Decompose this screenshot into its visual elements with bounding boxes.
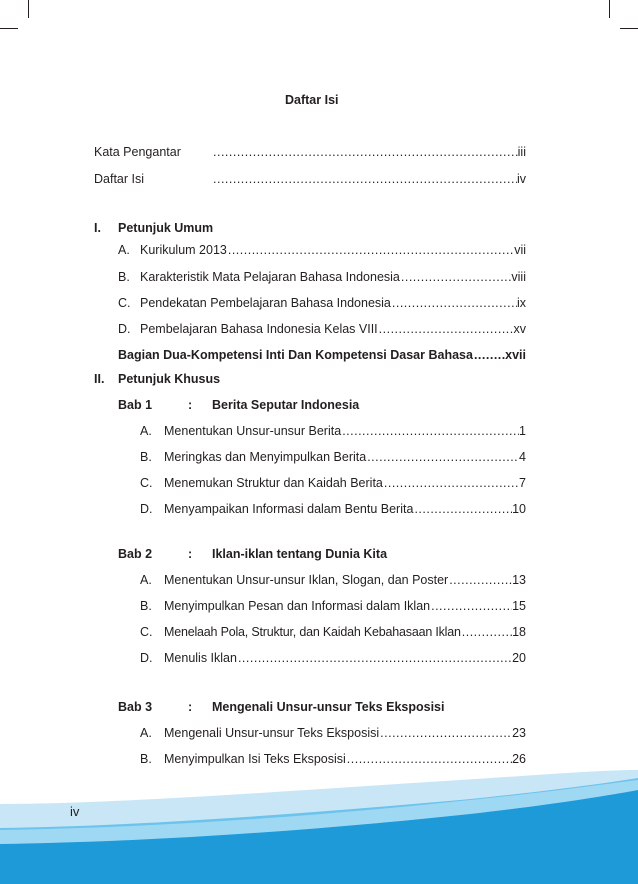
toc-page-number: iii	[517, 145, 526, 159]
toc-entry-label: Menentukan Unsur-unsur Iklan, Slogan, dan Poster	[164, 573, 449, 587]
item-letter: D.	[140, 651, 153, 665]
toc-entry[interactable]	[164, 651, 526, 666]
toc-page-number: iv	[516, 172, 526, 186]
footer-wave	[0, 770, 638, 884]
toc-page-number: 7	[519, 476, 526, 490]
toc-page-number: viii	[511, 270, 526, 284]
toc-entry[interactable]	[164, 502, 526, 517]
toc-entry[interactable]	[164, 752, 526, 767]
section-heading: Petunjuk Umum	[118, 221, 214, 235]
toc-entry[interactable]	[140, 296, 526, 311]
toc-page-number: 4	[519, 450, 526, 464]
toc-page-number: ix	[516, 296, 526, 310]
toc-entry[interactable]	[164, 599, 526, 614]
item-letter: C.	[140, 476, 153, 490]
toc-entry-label: Daftar Isi	[94, 172, 145, 186]
toc-page-number: 10	[512, 502, 526, 516]
leader-dots	[430, 599, 512, 614]
leader-dots	[448, 573, 512, 588]
toc-entry[interactable]	[164, 476, 526, 491]
leader-dots	[237, 651, 512, 666]
leader-dots	[346, 752, 512, 767]
toc-page-number: 26	[512, 752, 526, 766]
leader-dots	[212, 145, 518, 160]
toc-page-number: 13	[512, 573, 526, 587]
toc-entry[interactable]	[140, 322, 526, 337]
item-letter: C.	[118, 296, 131, 310]
section-heading: Petunjuk Khusus	[118, 372, 221, 386]
crop-mark	[0, 28, 18, 29]
leader-dots	[413, 502, 512, 517]
leader-dots	[227, 243, 514, 258]
toc-entry[interactable]	[140, 270, 526, 285]
toc-entry[interactable]	[164, 450, 526, 465]
leader-dots	[378, 322, 514, 337]
item-letter: B.	[140, 450, 152, 464]
item-letter: C.	[140, 625, 153, 639]
toc-entry[interactable]	[212, 145, 526, 160]
item-letter: A.	[140, 573, 152, 587]
section-numeral: II.	[94, 372, 105, 386]
chapter-title: Berita Seputar Indonesia	[212, 398, 360, 412]
toc-entry[interactable]	[164, 424, 526, 439]
toc-entry[interactable]	[212, 172, 526, 187]
toc-entry[interactable]	[140, 243, 526, 258]
toc-entry-label: Menulis Iklan	[164, 651, 237, 665]
chapter-title: Mengenali Unsur-unsur Teks Eksposisi	[212, 700, 445, 714]
toc-page-number: xv	[513, 322, 526, 336]
crop-mark	[609, 0, 610, 18]
toc-entry-label: Kata Pengantar	[94, 145, 181, 159]
chapter-label: Bab 2	[118, 547, 153, 561]
toc-entry-label: Karakteristik Mata Pelajaran Bahasa Indonesia	[140, 270, 400, 284]
crop-mark	[620, 28, 638, 29]
toc-entry[interactable]	[164, 726, 526, 741]
toc-page-number: 18	[512, 625, 526, 639]
chapter-title: Iklan-iklan tentang Dunia Kita	[212, 547, 388, 561]
leader-dots	[212, 172, 517, 187]
section-numeral: I.	[94, 221, 101, 235]
item-letter: D.	[118, 322, 131, 336]
item-letter: A.	[118, 243, 130, 257]
item-letter: A.	[140, 726, 152, 740]
page-number: iv	[70, 804, 80, 819]
toc-page-number: vii	[514, 243, 526, 257]
chapter-separator: :	[188, 700, 193, 714]
toc-entry-label: Menyimpulkan Isi Teks Eksposisi	[164, 752, 346, 766]
toc-entry-label: Bagian Dua-Kompetensi Inti Dan Kompetensi Dasar Bahasa	[118, 348, 473, 362]
toc-entry-label: Menyimpulkan Pesan dan Informasi dalam Iklan	[164, 599, 431, 613]
item-letter: D.	[140, 502, 153, 516]
leader-dots	[461, 625, 512, 640]
toc-page-number: xvii	[505, 348, 526, 362]
toc-entry-label: Kurikulum 2013	[140, 243, 227, 257]
toc-entry-label: Menelaah Pola, Struktur, dan Kaidah Kebahasaan Iklan	[164, 625, 461, 639]
toc-entry-label: Menentukan Unsur-unsur Berita	[164, 424, 342, 438]
toc-entry-label: Menemukan Struktur dan Kaidah Berita	[164, 476, 383, 490]
toc-entry-label: Mengenali Unsur-unsur Teks Eksposisi	[164, 726, 380, 740]
toc-entry[interactable]	[118, 348, 526, 363]
toc-entry-label: Pembelajaran Bahasa Indonesia Kelas VIII	[140, 322, 378, 336]
leader-dots	[341, 424, 519, 439]
toc-page-number: 15	[512, 599, 526, 613]
toc-entry-label: Pendekatan Pembelajaran Bahasa Indonesia	[140, 296, 391, 310]
chapter-separator: :	[188, 398, 193, 412]
chapter-label: Bab 3	[118, 700, 153, 714]
leader-dots	[383, 476, 519, 491]
chapter-separator: :	[188, 547, 193, 561]
item-letter: B.	[140, 599, 152, 613]
item-letter: B.	[118, 270, 130, 284]
leader-dots	[366, 450, 519, 465]
toc-entry[interactable]	[164, 573, 526, 588]
chapter-label: Bab 1	[118, 398, 153, 412]
crop-mark	[28, 0, 29, 18]
toc-entry-label: Menyampaikan Informasi dalam Bentu Berita	[164, 502, 414, 516]
item-letter: A.	[140, 424, 152, 438]
leader-dots	[400, 270, 512, 285]
item-letter: B.	[140, 752, 152, 766]
page-title: Daftar Isi	[285, 93, 339, 107]
toc-page-number: 1	[519, 424, 526, 438]
leader-dots	[379, 726, 512, 741]
leader-dots	[391, 296, 517, 311]
toc-entry[interactable]	[164, 625, 526, 640]
leader-dots	[473, 348, 505, 363]
toc-page-number: 20	[512, 651, 526, 665]
toc-page-number: 23	[512, 726, 526, 740]
toc-entry-label: Meringkas dan Menyimpulkan Berita	[164, 450, 367, 464]
